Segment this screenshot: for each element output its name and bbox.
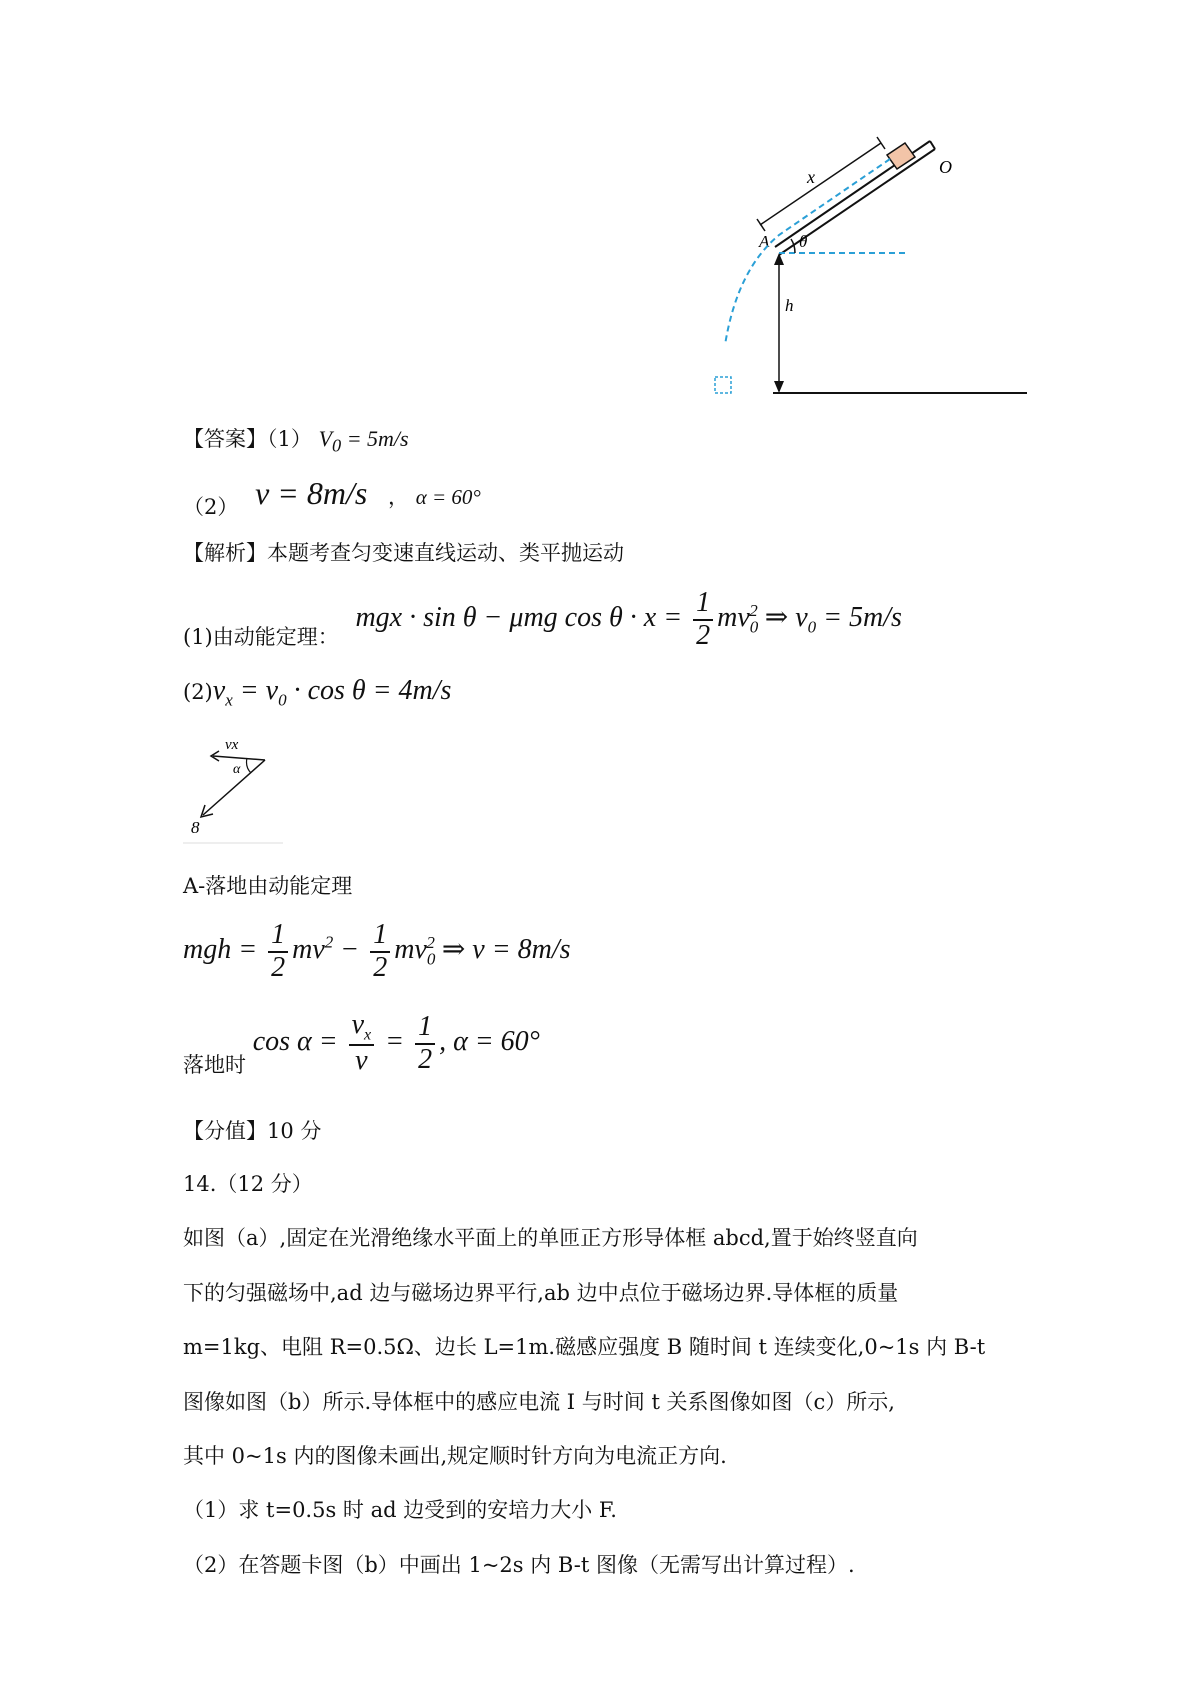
step4-line bbox=[183, 1010, 540, 1079]
label-o: O bbox=[939, 157, 952, 177]
answer-formula-3: α = 60° bbox=[415, 485, 481, 509]
step1-label: (1)由动能定理： bbox=[183, 625, 339, 650]
step4-formula: cos α = $\frac{v_x}{v}$ = $\frac{1}{2}$ , α = 60° bbox=[252, 1009, 540, 1077]
answer-part1-label: （1） bbox=[267, 427, 312, 451]
q14-line-5: 其中 0~1s 内的图像未画出,规定顺时针方向为电流正方向. bbox=[183, 1444, 727, 1468]
label-alpha: α bbox=[233, 762, 241, 777]
velocity-sketch bbox=[183, 735, 293, 845]
label-h: h bbox=[785, 296, 794, 315]
answer-line-1 bbox=[183, 423, 409, 456]
q14-line-4: 图像如图（b）所示.导体框中的感应电流 I 与时间 t 关系图像如图（c）所示, bbox=[183, 1390, 895, 1414]
step3-formula: mgh = $\frac{1}{2}$ $mv^2$ − $\frac{1}{2}$ $mv_0^2$ ⇒ v = 8m/s bbox=[183, 919, 571, 983]
q14-line-1: 如图（a）,固定在光滑绝缘水平面上的单匝正方形导体框 abcd,置于始终竖直向 bbox=[183, 1226, 918, 1250]
step4-label: 落地时 bbox=[183, 1052, 246, 1077]
answer-line-2 bbox=[183, 475, 481, 521]
label-a: A bbox=[759, 232, 770, 251]
analysis-text: 本题考查匀变速直线运动、类平抛运动 bbox=[267, 541, 624, 565]
step2-label: (2) bbox=[183, 680, 213, 704]
step3-text: A-落地由动能定理 bbox=[183, 874, 353, 898]
score-tag: 【分值】 bbox=[183, 1119, 267, 1143]
score-value: 10 分 bbox=[267, 1119, 322, 1143]
q14-title: 14.（12 分） bbox=[183, 1172, 313, 1196]
answer-part2-label: （2） bbox=[183, 495, 239, 519]
answer-tag: 【答案】 bbox=[183, 427, 267, 451]
answer-formula-1: $V_0 = 5m/s$ bbox=[318, 426, 409, 456]
incline-diagram bbox=[759, 135, 1040, 405]
q14-line-2: 下的匀强磁场中,ad 边与磁场边界平行,ab 边中点位于磁场边界.导体框的质量 bbox=[183, 1281, 899, 1305]
answer-sep: ， bbox=[388, 485, 409, 509]
analysis-tag: 【解析】 bbox=[183, 541, 267, 565]
label-vx: vx bbox=[225, 737, 239, 753]
step1-formula: mgx · sin θ − μmg cos θ · x = $\frac{1}{2}$ $mv_0^2$ ⇒ $v_0 = 5m/s$ bbox=[355, 587, 902, 651]
label-8: 8 bbox=[191, 818, 200, 837]
q14-sub-question-1: （1）求 t=0.5s 时 ad 边受到的安培力大小 F. bbox=[183, 1498, 617, 1522]
label-x: x bbox=[807, 167, 815, 187]
q14-line-3: m=1kg、电阻 R=0.5Ω、边长 L=1m.磁感应强度 B 随时间 t 连续变化,0~1s 内 B-t bbox=[183, 1335, 986, 1359]
answer-formula-2: v = 8m/s bbox=[255, 475, 368, 511]
label-theta: θ bbox=[799, 232, 808, 251]
step2-line bbox=[183, 675, 451, 711]
step1-line bbox=[183, 588, 902, 652]
score-line bbox=[183, 1115, 321, 1145]
step2-formula: $v_x = v_0 \cdot \cos \theta = 4m/s$ bbox=[212, 675, 452, 710]
q14-sub-question-2: （2）在答题卡图（b）中画出 1~2s 内 B-t 图像（无需写出计算过程）. bbox=[183, 1553, 855, 1577]
analysis-line bbox=[183, 537, 624, 567]
